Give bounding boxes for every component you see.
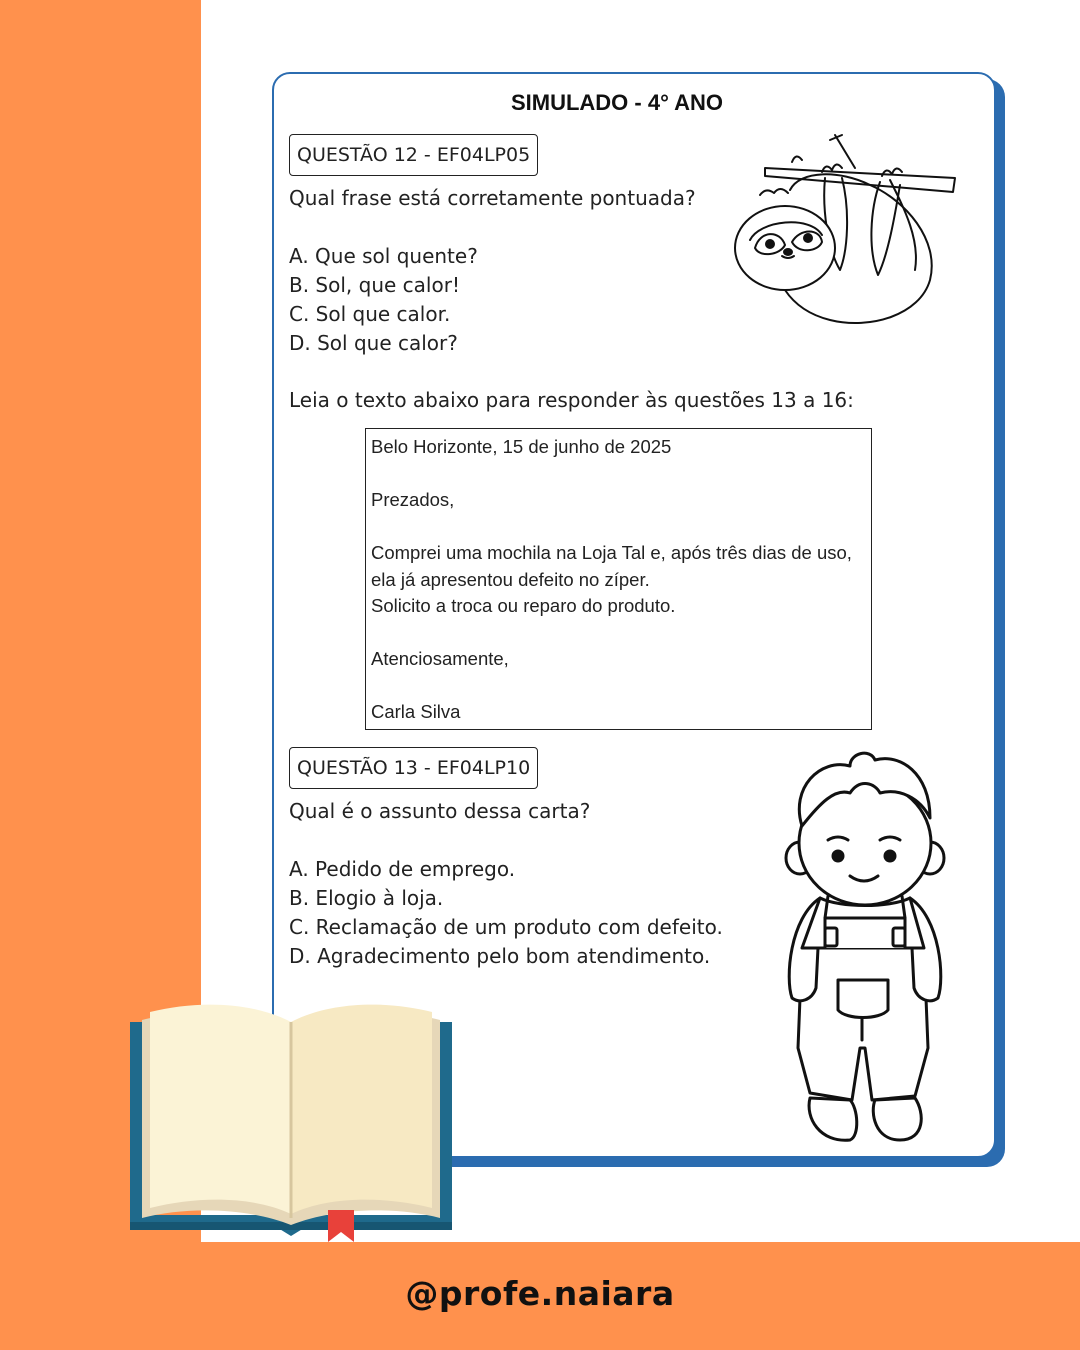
question-12-option-a: A. Que sol quente? (289, 244, 478, 268)
letter-body-line: Solicito a troca ou reparo do produto. (371, 595, 676, 616)
question-13-option-d: D. Agradecimento pelo bom atendimento. (289, 944, 711, 968)
letter-body-line: ela já apresentou defeito no zíper. (371, 569, 650, 590)
letter-greeting: Prezados, (371, 489, 455, 510)
sloth-icon (730, 130, 960, 330)
letter-closing: Atenciosamente, (371, 648, 509, 669)
letter-signature: Carla Silva (371, 701, 461, 722)
question-12-option-d: D. Sol que calor? (289, 331, 458, 355)
question-12-prompt: Qual frase está corretamente pontuada? (289, 186, 696, 210)
boy-icon (780, 748, 950, 1148)
question-12-option-b: B. Sol, que calor! (289, 273, 460, 297)
instagram-handle: @profe.naiara (405, 1274, 675, 1313)
question-13-prompt: Qual é o assunto dessa carta? (289, 799, 591, 823)
open-book-icon (128, 1000, 454, 1245)
question-13-option-c: C. Reclamação de um produto com defeito. (289, 915, 723, 939)
letter-body-line: Comprei uma mochila na Loja Tal e, após três dias de uso, (371, 542, 852, 563)
question-13-option-b: B. Elogio à loja. (289, 886, 444, 910)
reading-instruction: Leia o texto abaixo para responder às questões 13 a 16: (289, 388, 854, 412)
question-12-option-c: C. Sol que calor. (289, 302, 451, 326)
letter-place-date: Belo Horizonte, 15 de junho de 2025 (371, 436, 672, 457)
question-13-option-a: A. Pedido de emprego. (289, 857, 516, 881)
question-12-code: QUESTÃO 12 - EF04LP05 (289, 134, 538, 176)
page-title: SIMULADO - 4° ANO (510, 90, 724, 115)
question-13-code: QUESTÃO 13 - EF04LP10 (289, 747, 538, 789)
